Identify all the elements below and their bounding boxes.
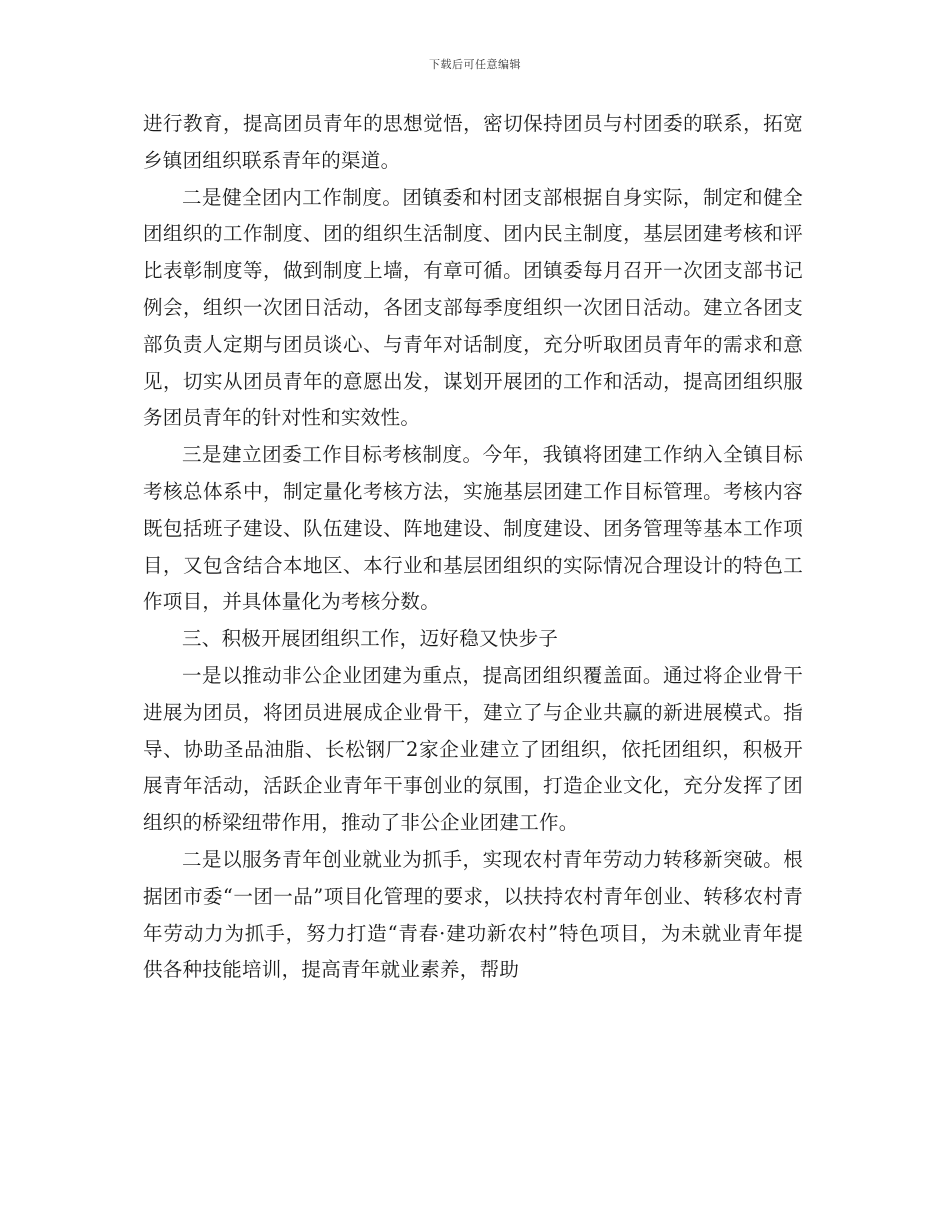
paragraph-youth-employment: 二是以服务青年创业就业为抓手，实现农村青年劳动力转移新突破。根据团市委“一团一品”项目化管理的要求，以扶持农村青年创业、转移农村青年劳动力为抓手，努力打造“青春·建功新农村”特色项目，为未就业青年提供各种技能培训，提高青年就业素养，帮助 (143, 847, 803, 982)
paragraph-continuation: 进行教育，提高团员青年的思想觉悟，密切保持团员与村团委的联系，拓宽乡镇团组织联系青年的渠道。 (143, 112, 803, 172)
section-heading: 三、积极开展团组织工作，迈好稳又快步子 (182, 627, 559, 651)
document-body (143, 106, 803, 989)
paragraph-team-rules: 二是健全团内工作制度。团镇委和村团支部根据自身实际，制定和健全团组织的工作制度、团的组织生活制度、团内民主制度，基层团建考核和评比表彰制度等，做到制度上墙，有章可循。团镇委每月召开一次团支部书记例会，组织一次团日活动，各团支部每季度组织一次团日活动。建立各团支部负责人定期与团员谈心、与青年对话制度，充分听取团员青年的需求和意见，切实从团员青年的意愿出发，谋划开展团的工作和活动，提高团组织服务团员青年的针对性和实效性。 (143, 185, 803, 430)
paragraph-nonpublic-enterprise: 一是以推动非公企业团建为重点，提高团组织覆盖面。通过将企业骨干进展为团员，将团员进展成企业骨干，建立了与企业共赢的新进展模式。指导、协助圣品油脂、长松钢厂2家企业建立了团组织，依托团组织，积极开展青年活动，活跃企业青年干事创业的氛围，打造企业文化，充分发挥了团组织的桥梁纽带作用，推动了非公企业团建工作。 (143, 663, 803, 835)
page-header: 下载后可任意编辑 (429, 58, 521, 71)
paragraph-target-assessment: 三是建立团委工作目标考核制度。今年，我镇将团建工作纳入全镇目标考核总体系中，制定量化考核方法，实施基层团建工作目标管理。考核内容既包括班子建设、队伍建设、阵地建设、制度建设、团务管理等基本工作项目，又包含结合本地区、本行业和基层团组织的实际情况合理设计的特色工作项目，并具体量化为考核分数。 (143, 443, 803, 614)
